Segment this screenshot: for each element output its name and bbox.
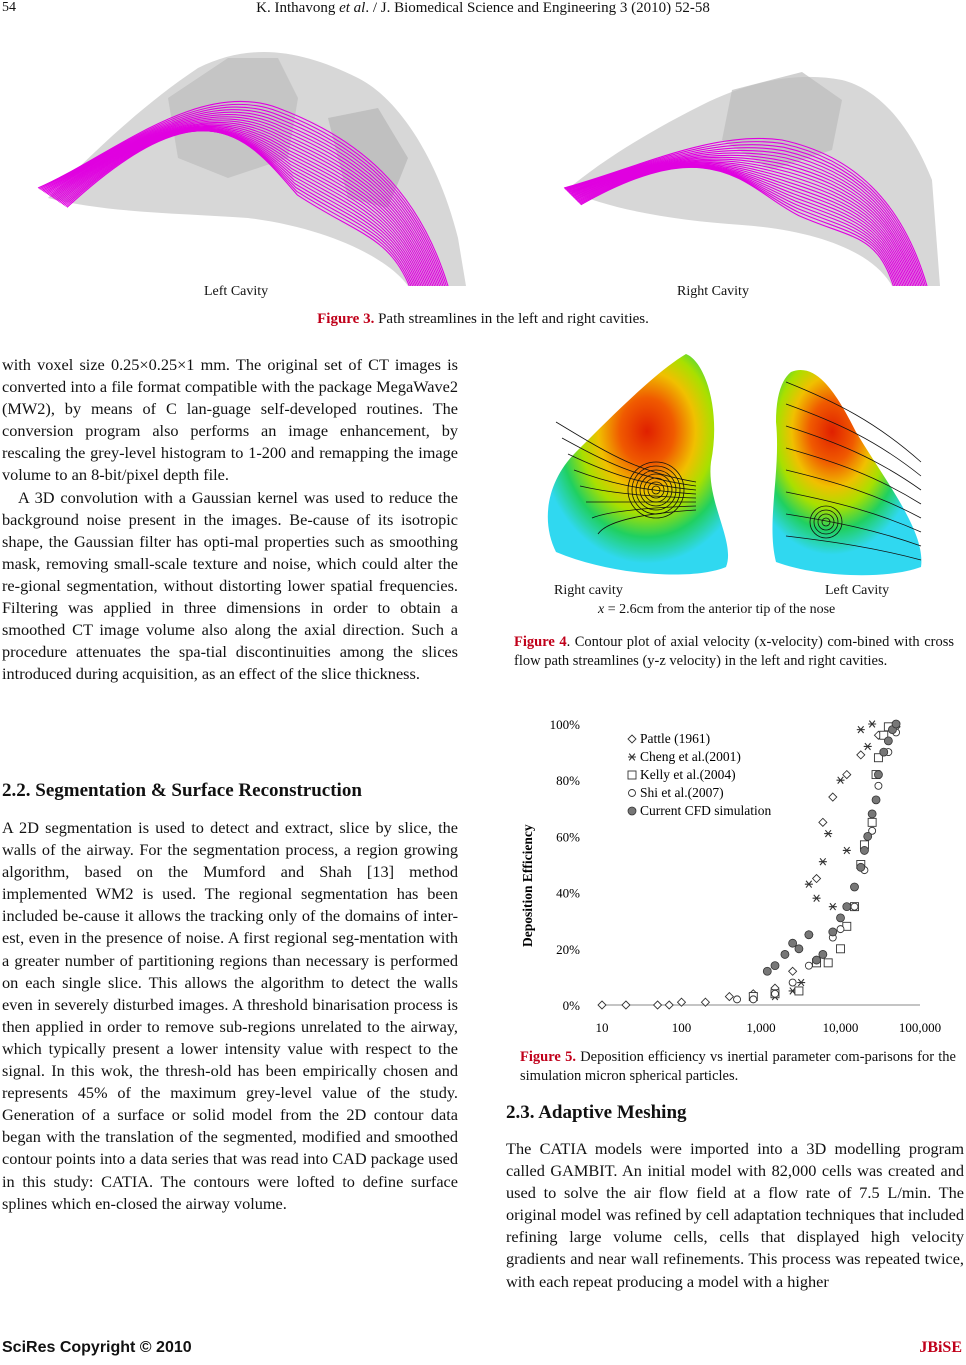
x-tick-label: 1,000 xyxy=(746,1020,776,1035)
data-point xyxy=(819,950,827,958)
data-point xyxy=(824,959,832,967)
data-point xyxy=(781,950,789,958)
data-point xyxy=(629,790,636,797)
data-point xyxy=(654,1001,662,1009)
position-note: x = 2.6cm from the anterior tip of the nose xyxy=(598,602,836,617)
data-point xyxy=(857,863,865,871)
data-point xyxy=(864,832,872,840)
data-point xyxy=(813,875,821,883)
left-cavity-streamlines xyxy=(28,38,468,286)
x-tick-label: 10 xyxy=(595,1020,609,1035)
data-point xyxy=(829,793,837,801)
x-tick-label: 10,000 xyxy=(822,1020,859,1035)
data-point xyxy=(884,737,892,745)
section-heading-2-3: 2.3. Adaptive Meshing xyxy=(506,1102,687,1123)
left-cavity-label: Left Cavity xyxy=(204,284,269,299)
data-point xyxy=(880,748,888,756)
journal-abbreviation: JBiSE xyxy=(919,1339,962,1356)
figure4-caption: Figure 4. Contour plot of axial velocity (x-velocity) com-bined with cross flow path streamlines (y-z velocity) in the left and right cavities. xyxy=(514,634,954,669)
data-point xyxy=(805,881,813,888)
right-column-body xyxy=(506,1138,964,1293)
legend-label: Kelly et al.(2004) xyxy=(640,767,736,782)
data-point xyxy=(628,735,636,743)
data-point xyxy=(837,777,845,784)
y-tick-label: 80% xyxy=(556,773,580,789)
data-point xyxy=(789,979,796,986)
paragraph-1: with voxel size 0.25×0.25×1 mm. The original set of CT images is converted into a file format compatible with the package MegaWave2 (MW2), by means of C lan-guage self-developed routines. The conversion program also performs an image enhancement, by rescaling the grey-level histogram to 1-200 and remapping the image volume to an 8-bit/pixel depth file. xyxy=(2,355,458,485)
data-point xyxy=(829,903,837,910)
paragraph-4: The CATIA models were imported into a 3D modelling program called GAMBIT. An initial model with 82,000 cells was created and used to solve the air flow field at a flow rate of 7.5 L/min. The original model was refined by cell adaptation techniques that included refining large volume cells, cells that displayed high velocity gradients and near wall refinements. This process was repeated twice, with each repeat producing a model with a higher xyxy=(506,1139,964,1291)
legend-label: Current CFD simulation xyxy=(640,803,772,818)
data-point xyxy=(628,754,636,761)
legend-label: Shi et al.(2007) xyxy=(640,785,724,800)
data-point xyxy=(813,895,821,902)
data-point xyxy=(771,962,779,970)
data-point xyxy=(860,846,868,854)
copyright-footer: SciRes Copyright © 2010 xyxy=(2,1339,192,1356)
data-point xyxy=(665,1001,673,1009)
data-point xyxy=(857,726,865,733)
data-point xyxy=(622,1001,630,1009)
data-point xyxy=(857,751,865,759)
data-point xyxy=(829,928,837,936)
data-point xyxy=(868,818,876,826)
x-tick-label: 100,000 xyxy=(898,1020,942,1035)
y-tick-label: 100% xyxy=(549,717,580,732)
data-point xyxy=(797,979,805,986)
data-point xyxy=(813,956,821,964)
data-point xyxy=(763,967,771,975)
y-tick-label: 60% xyxy=(556,829,580,845)
data-point xyxy=(872,796,880,804)
data-point xyxy=(843,847,851,854)
data-point xyxy=(795,987,803,995)
y-tick-label: 40% xyxy=(556,885,580,901)
left-cavity-label-fig4: Left Cavity xyxy=(825,583,890,598)
figure3-caption: Figure 3. Path streamlines in the left and right cavities. xyxy=(317,311,649,327)
data-point xyxy=(868,721,876,728)
legend-label: Pattle (1961) xyxy=(640,731,711,746)
data-point xyxy=(789,967,797,975)
y-tick-label: 20% xyxy=(556,941,580,957)
data-point xyxy=(750,996,757,1003)
legend-label: Cheng et al.(2001) xyxy=(640,749,741,764)
data-point xyxy=(628,771,636,779)
deposition-efficiency-chart xyxy=(512,712,952,1040)
data-point xyxy=(734,996,741,1003)
data-point xyxy=(819,818,827,826)
data-point xyxy=(837,914,845,922)
running-header: K. Inthavong et al. / J. Biomedical Science and Engineering 3 (2010) 52-58 xyxy=(256,0,710,16)
data-point xyxy=(864,743,872,750)
page-number: 54 xyxy=(2,0,16,15)
data-point xyxy=(725,993,733,1001)
data-point xyxy=(819,858,827,865)
data-point xyxy=(598,1001,606,1009)
figure5-caption: Figure 5. Deposition efficiency vs inertial parameter com-parisons for the simulation micron spherical particles. xyxy=(520,1049,956,1084)
figure3-left-image xyxy=(28,38,468,286)
right-cavity-label-fig4: Right cavity xyxy=(554,583,623,598)
data-point xyxy=(874,771,882,779)
x-tick-label: 100 xyxy=(671,1020,692,1035)
chart-y-axis-label: Deposition Efficiency xyxy=(520,824,535,947)
data-point xyxy=(843,771,851,779)
data-point xyxy=(837,926,844,933)
left-column-body xyxy=(2,817,458,1215)
data-point xyxy=(824,830,832,837)
velocity-contour-plot xyxy=(536,352,936,582)
figure4-image xyxy=(536,352,936,582)
data-point xyxy=(850,883,858,891)
data-point xyxy=(875,782,882,789)
y-tick-label: 0% xyxy=(562,998,580,1013)
data-point xyxy=(851,903,858,910)
data-point xyxy=(843,903,851,911)
right-cavity-streamlines xyxy=(562,60,942,286)
data-point xyxy=(805,931,813,939)
data-point xyxy=(868,810,876,818)
data-point xyxy=(795,945,803,953)
data-point xyxy=(837,945,845,953)
paragraph-2: A 3D convolution with a Gaussian kernel was used to reduce the background noise present in the images. Be-cause of its isotropic shape, the Gaussian filter has opti-mal properties such as smoothing mask, removing small-scale texture and noise, which could alter the re-gional segmentation, without distorting lower spatial frequencies. Filtering was applied in three dimensions in order to obtain a smoothed CT image volume also along the axial direction. Such a procedure attenuates the spa-tial discontinuities among the slices introduced during acquisition, as an effect of the slice thickness. xyxy=(2,487,458,684)
data-point xyxy=(628,807,636,815)
data-point xyxy=(771,990,778,997)
data-point xyxy=(892,720,900,728)
data-point xyxy=(805,962,812,969)
left-column xyxy=(2,354,458,685)
paragraph-3: A 2D segmentation is used to detect and extract, slice by slice, the walls of the airway. For the segmentation process, a region growing algorithm, based on the Mumford and Shah [13] method implemented WM2 is used. The regional segmentation has been included be-cause it allows the tracking only of the domains of inter-est, even in the presence of noise. A first regional seg-mentation with a greater number of partitioning regions than necessary is performed on each single slice. This allows the algorithm to detect the walls even in severely disturbed images. A threshold binarisation process is then applied in order to remove sub-regions unrelated to the airway, which typically present a lower intensity value with respect to the signal. In this wok, the thresh-old has been empirically chosen and represents 45% of the maximum grey-level value of the study. Generation of a surface or solid model from the 2D contour data began with the translation of the segmented, modified and smoothed contour points into a data series that was read into CAD package used in this study: CATIA. The contours were lofted to define surface splines which en-closed the airway volume. xyxy=(2,818,458,1213)
figure3-right-image xyxy=(562,60,942,286)
figure5-chart xyxy=(512,712,952,1040)
section-heading-2-2: 2.2. Segmentation & Surface Reconstruction xyxy=(2,780,362,801)
data-point xyxy=(789,939,797,947)
right-cavity-label: Right Cavity xyxy=(677,284,749,299)
